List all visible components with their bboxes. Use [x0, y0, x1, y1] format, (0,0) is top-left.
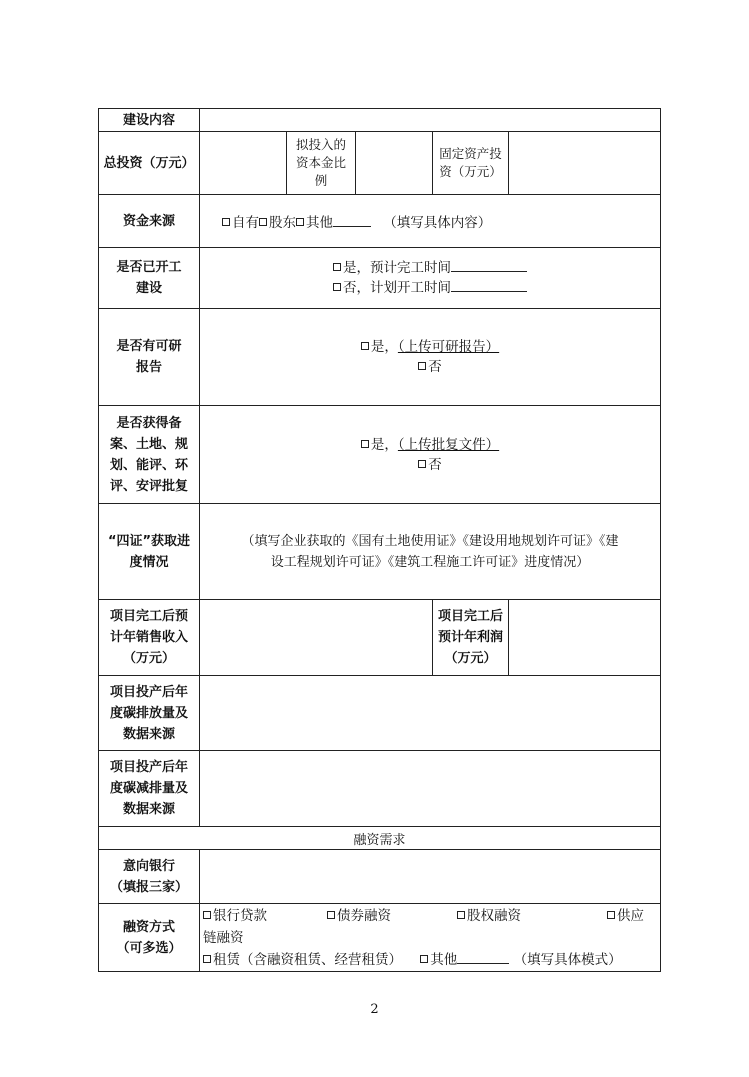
row-financing-method	[99, 904, 661, 972]
fund-source-note: （填写具体内容）	[383, 215, 492, 231]
start-time-blank[interactable]	[451, 279, 527, 292]
row-four-certs	[99, 504, 661, 600]
bank-loan-option[interactable]: 银行贷款	[203, 905, 327, 927]
total-investment-field[interactable]	[200, 132, 287, 195]
total-investment-label: 总投资（万元）	[99, 132, 200, 195]
checkbox-icon[interactable]	[222, 218, 230, 226]
checkbox-icon[interactable]	[420, 955, 428, 963]
page-number: 2	[370, 1002, 379, 1017]
approval-options	[200, 406, 661, 504]
supply-chain-option[interactable]: 供应链融资	[203, 907, 644, 946]
carbon-emission-field[interactable]	[200, 676, 661, 751]
started-no-option[interactable]: 否，计划开工时间	[203, 278, 657, 298]
checkbox-icon[interactable]	[203, 911, 211, 919]
profit-label: 项目完工后 预计年利润 （万元）	[433, 600, 509, 676]
feasibility-options	[200, 309, 661, 406]
fund-source-other-option[interactable]: 其他	[296, 215, 371, 231]
row-feasibility	[99, 309, 661, 406]
equity-option[interactable]: 股权融资	[457, 905, 607, 927]
checkbox-icon[interactable]	[333, 283, 341, 291]
other-method-blank[interactable]	[457, 951, 509, 964]
checkbox-icon[interactable]	[296, 218, 304, 226]
fund-source-options	[200, 195, 661, 248]
fund-source-label: 资金来源	[99, 195, 200, 248]
checkbox-icon[interactable]	[203, 955, 211, 963]
feasibility-no-option[interactable]: 否	[203, 357, 657, 377]
carbon-emission-label: 项目投产后年 度碳排放量及 数据来源	[99, 676, 200, 751]
approval-no-option[interactable]: 否	[203, 455, 657, 475]
intended-bank-field[interactable]	[200, 850, 661, 904]
four-certs-field[interactable]: （填写企业获取的《国有土地使用证》《建设用地规划许可证》《建 设工程规划许可证》《建筑工程施工许可证》进度情况）	[200, 504, 661, 600]
checkbox-icon[interactable]	[333, 263, 341, 271]
sales-income-field[interactable]	[200, 600, 433, 676]
financing-method-label: 融资方式 （可多选）	[99, 904, 200, 972]
row-construction-content	[99, 109, 661, 132]
row-financing-section	[99, 827, 661, 850]
checkbox-icon[interactable]	[361, 440, 369, 448]
construction-content-label: 建设内容	[99, 109, 200, 132]
checkbox-icon[interactable]	[327, 911, 335, 919]
carbon-reduction-field[interactable]	[200, 751, 661, 827]
feasibility-label: 是否有可研 报告	[99, 309, 200, 406]
checkbox-icon[interactable]	[457, 911, 465, 919]
sales-income-label: 项目完工后预 计年销售收入 （万元）	[99, 600, 200, 676]
started-yes-option[interactable]: 是，预计完工时间	[203, 258, 657, 278]
row-carbon-emission	[99, 676, 661, 751]
carbon-reduction-label: 项目投产后年 度碳减排量及 数据来源	[99, 751, 200, 827]
application-form-table	[98, 108, 661, 972]
started-label: 是否已开工 建设	[99, 248, 200, 309]
leasing-option[interactable]: 租赁（含融资租赁、经营租赁）	[203, 952, 402, 968]
financing-method-note: （填写具体模式）	[513, 951, 622, 968]
row-intended-bank	[99, 850, 661, 904]
fund-source-own-option[interactable]: 自有	[222, 215, 259, 231]
started-options	[200, 248, 661, 309]
profit-field[interactable]	[509, 600, 661, 676]
upload-feasibility-link[interactable]: （上传可研报告）	[397, 339, 500, 355]
capital-ratio-field[interactable]	[356, 132, 433, 195]
financing-section-title: 融资需求	[99, 827, 661, 850]
checkbox-icon[interactable]	[361, 342, 369, 350]
capital-ratio-label: 拟投入的 资本金比 例	[287, 132, 356, 195]
row-approval	[99, 406, 661, 504]
approval-yes-option[interactable]: 是，（上传批复文件）	[203, 435, 657, 455]
upload-approval-link[interactable]: （上传批复文件）	[397, 436, 500, 453]
checkbox-icon[interactable]	[607, 911, 615, 919]
checkbox-icon[interactable]	[259, 218, 267, 226]
checkbox-icon[interactable]	[418, 460, 426, 468]
row-fund-source	[99, 195, 661, 248]
financing-method-options	[200, 904, 661, 972]
row-sales-income	[99, 600, 661, 676]
completion-time-blank[interactable]	[451, 259, 527, 272]
fixed-asset-label: 固定资产投 资（万元）	[433, 132, 509, 195]
fund-source-other-blank[interactable]	[333, 214, 371, 227]
fund-source-shareholder-option[interactable]: 股东	[259, 215, 296, 231]
intended-bank-label: 意向银行 （填报三家）	[99, 850, 200, 904]
row-started	[99, 248, 661, 309]
approval-label: 是否获得备 案、土地、规 划、能评、环 评、安评批复	[99, 406, 200, 504]
bond-option[interactable]: 债券融资	[327, 905, 457, 927]
four-certs-label: “四证”获取进 度情况	[99, 504, 200, 600]
checkbox-icon[interactable]	[418, 362, 426, 370]
construction-content-field[interactable]	[200, 109, 661, 132]
feasibility-yes-option[interactable]: 是，（上传可研报告）	[203, 337, 657, 357]
fixed-asset-field[interactable]	[509, 132, 661, 195]
other-method-option[interactable]: 其他	[420, 952, 509, 968]
row-total-investment	[99, 132, 661, 195]
row-carbon-reduction	[99, 751, 661, 827]
